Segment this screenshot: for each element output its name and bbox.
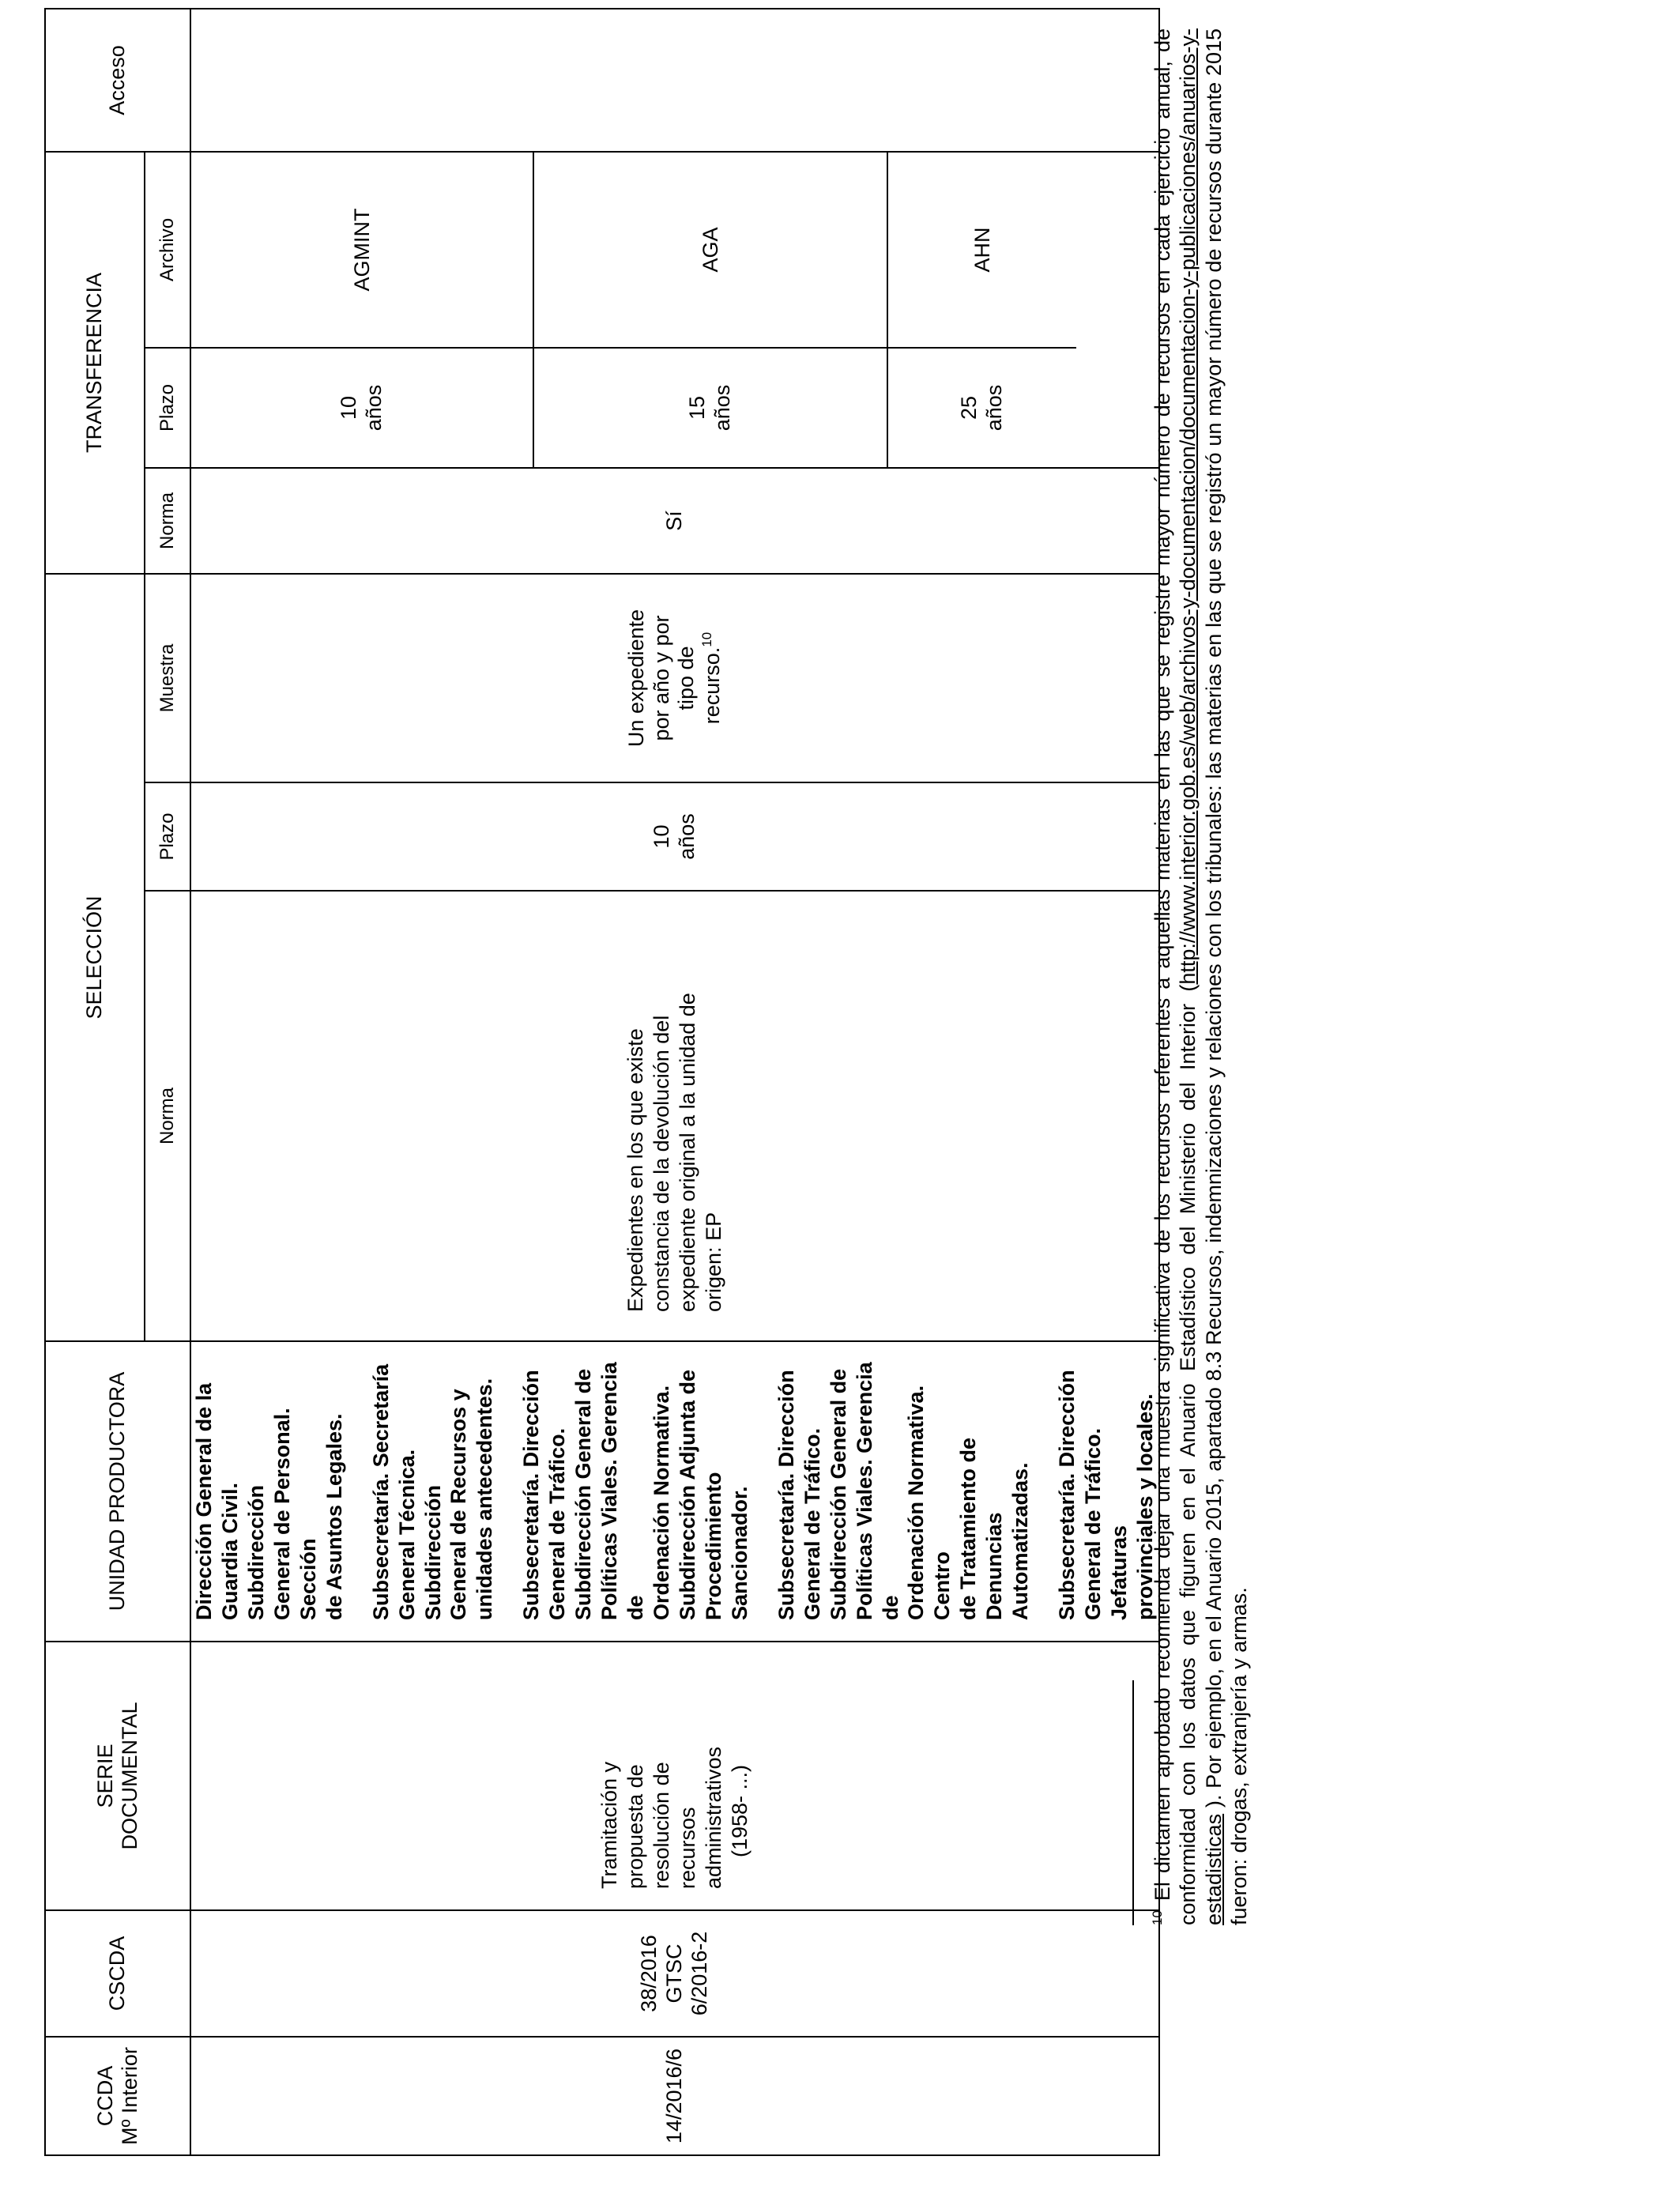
footnote-mark: 10 (1150, 1910, 1165, 1925)
transferencia-row (191, 153, 533, 467)
subheader-transferencia-plazo-archivo (145, 152, 190, 468)
subheader-seleccion-plazo: Plazo (145, 782, 190, 891)
cell-unidad-productora (190, 1341, 1159, 1642)
header-transferencia: TRANSFERENCIA (45, 152, 145, 574)
cell-seleccion-muestra: Un expediente por año y por tipo de recurso.$^{10}$ (190, 574, 1159, 782)
header-unidad-productora: UNIDAD PRODUCTORA (45, 1341, 190, 1642)
header-row (45, 9, 145, 2155)
subheader-seleccion-muestra: Muestra (145, 574, 190, 782)
footnote-link[interactable]: http://www.interior.gob.es/web/archivos-y-documentacion/documentacion-y-publicaciones/anuarios-y-estadisticas (1176, 28, 1226, 1925)
cell-seleccion-norma: Expedientes en los que existe constancia de la devolución del expediente original a la unidad de origen: EP (190, 891, 1159, 1341)
transferencia-archivo: AHN (970, 227, 994, 273)
header-seleccion: SELECCIÓN (45, 574, 145, 1341)
cell-cscda: 38/2016 GTSC 6/2016-2 (190, 1910, 1159, 2037)
cell-ccda: 14/2016/6 (190, 2037, 1159, 2155)
transferencia-plazo: 15 años (534, 347, 887, 467)
unidad-item: Dirección General de la Guardia Civil. Subdirección General de Personal. Sección de Asuntos Legales. (192, 1382, 346, 1620)
cell-acceso (190, 9, 1159, 152)
transferencia-plazo: 10 años (191, 347, 533, 467)
unidad-item: Subsecretaría. Dirección General de Tráfico. Jefaturas provinciales y locales. (1055, 1370, 1157, 1620)
transferencia-archivo: AGMINT (349, 208, 374, 292)
unidad-item: Subsecretaría. Dirección General de Tráfico. Subdirección General de Políticas Viales. Gerencia de Ordenación Normativa. Subdirección Adjunta de Procedimiento Sancionador. (519, 1362, 751, 1620)
subheader-transferencia-norma: Norma (145, 468, 190, 574)
subheader-transferencia-archivo: Archivo (156, 217, 178, 281)
cell-transferencia-norma: Sí (190, 468, 1159, 574)
transferencia-row (534, 153, 887, 467)
footnote-rule (1132, 1680, 1134, 1925)
header-serie-documental: SERIE DOCUMENTAL (45, 1642, 190, 1910)
header-acceso: Acceso (45, 9, 190, 152)
records-table (44, 8, 1160, 2156)
subheader-seleccion-norma: Norma (145, 891, 190, 1341)
subheader-transferencia-plazo: Plazo (145, 347, 190, 467)
cell-serie-documental: Tramitación y propuesta de resolución de recursos administrativos (1958- ...) (190, 1642, 1159, 1910)
footnote: $^{10}$El dictamen aprobado recomienda dejar una muestra significativa de los recursos referentes a aquellas materias en las que se registre mayor número de recursos en cada ejercicio anual, de conformidad con los datos que figuren en el Anuario Estadístico del Ministerio del Interior (http://www.interior.gob.es/web/archivos-y-documentacion/documentacion-y-publicaciones/anuarios-y-estadisticas ). Por ejemplo, en el Anuario 2015, apartado 8.3 Recursos, indemnizaciones y relaciones con los tribunales: las materias en las que se registró un mayor número de recursos durante 2015 fueron: drogas, extranjería y armas. (1150, 28, 1252, 1925)
cell-transferencia-plazo-archivo (190, 152, 1159, 468)
transferencia-plazo: 25 años (888, 347, 1076, 467)
unidad-item: Subsecretaría. Dirección General de Tráfico. Subdirección General de Políticas Viales. Gerencia de Ordenación Normativa. Centro de Tratamiento de Denuncias Automatizadas. (774, 1362, 1033, 1620)
header-cscda: CSCDA (45, 1910, 190, 2037)
footnote-reference: 10 (699, 631, 715, 647)
table-row (190, 9, 1159, 2155)
transferencia-archivo: AGA (698, 227, 722, 273)
transferencia-row (888, 153, 1076, 467)
cell-seleccion-plazo: 10 años (190, 782, 1159, 891)
unidad-item: Subsecretaría. Secretaría General Técnica. Subdirección General de Recursos y unidades antecedentes. (368, 1363, 497, 1620)
header-ccda: CCDA Mº Interior (45, 2037, 190, 2155)
